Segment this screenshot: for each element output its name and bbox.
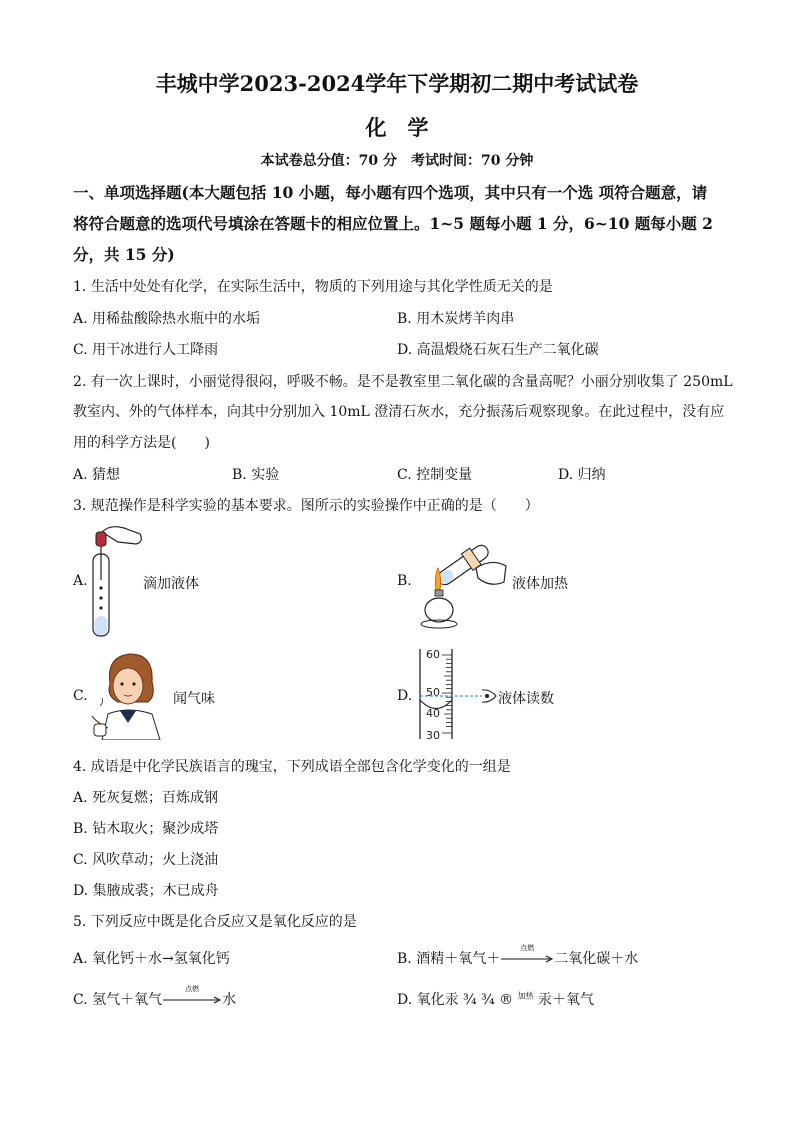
exam-title: 丰城中学2023-2024学年下学期初二期中考试试卷	[155, 71, 639, 96]
q4-stem: 4. 成语是中化学民族语言的瑰宝，下列成语全部包含化学变化的一组是	[73, 759, 511, 775]
q4-option-c: C. 风吹草动；火上浇油	[73, 852, 219, 868]
q4-option-a: A. 死灰复燃；百炼成钢	[73, 790, 219, 806]
q2-stem-line1: 2. 有一次上课时，小丽觉得很闷，呼吸不畅。是不是教室里二氧化碳的含量高呢？小丽分别收集了 250mL	[73, 374, 733, 390]
q5-option-c-reactants: C. 氢气＋氧气	[73, 992, 163, 1008]
q2-stem-line3: 用的科学方法是( )	[73, 435, 210, 451]
q2-stem-line2: 教室内、外的气体样本，向其中分别加入 10mL 澄清石灰水，充分振荡后观察现象。在此过程中，没有应	[73, 404, 725, 420]
q5-option-b-products: 二氧化碳＋水	[554, 951, 639, 967]
q3-option-a-letter: A.	[73, 573, 88, 589]
subject-title: 化 学	[365, 115, 429, 140]
reaction-arrow	[500, 944, 554, 966]
q2-option-b: B. 实验	[232, 467, 280, 483]
q5-option-a: A. 氧化钙＋水→氢氧化钙	[73, 951, 230, 967]
q5-option-d	[397, 989, 594, 1009]
section-heading-line3: 分，共 15 分)	[73, 245, 175, 264]
q5-option-d-garbled-arrow: ¾ ¾ ®	[463, 992, 518, 1008]
q1-option-d: D. 高温煅烧石灰石生产二氧化碳	[397, 342, 599, 358]
q5-option-c	[73, 985, 237, 1009]
q3-option-b-label: 液体加热	[512, 576, 568, 592]
arrow-condition: 点燃	[185, 985, 200, 993]
q5-option-d-condition: 加热	[517, 991, 534, 1001]
q3-stem: 3. 规范操作是科学实验的基本要求。图所示的实验操作中正确的是（ ）	[73, 498, 539, 514]
section-heading-line2: 将符合题意的选项代号填涂在答题卡的相应位置上。1~5 题每小题 1 分，6~10 题每小题 2	[73, 214, 713, 233]
q1-option-a: A. 用稀盐酸除热水瓶中的水垢	[73, 311, 261, 327]
q3-option-c-label: 闻气味	[173, 691, 215, 707]
q2-option-a: A. 猜想	[73, 467, 121, 483]
q5-option-d-reactants: D. 氧化汞	[397, 992, 459, 1008]
section-heading-line1: 一、单项选择题(本大题包括 10 小题，每小题有四个选项，其中只有一个选 项符合题意，请	[73, 183, 708, 202]
q2-option-c: C. 控制变量	[397, 467, 473, 483]
q3-option-d-label: 液体读数	[498, 691, 554, 707]
exam-info: 本试卷总分值：70 分 考试时间：70 分钟	[260, 153, 534, 169]
q5-option-b	[397, 944, 639, 968]
q5-option-d-products: 汞＋氧气	[538, 992, 595, 1008]
reaction-arrow	[162, 985, 222, 1007]
q4-option-b: B. 钻木取火；聚沙成塔	[73, 821, 219, 837]
q2-option-d: D. 归纳	[558, 467, 606, 483]
cylinder-tick-40: 40	[426, 707, 440, 720]
q5-option-b-reactants: B. 酒精＋氧气＋	[397, 951, 501, 967]
q3-option-d-letter: D.	[397, 688, 413, 704]
q1-stem: 1. 生活中处处有化学，在实际生活中，物质的下列用途与其化学性质无关的是	[73, 279, 553, 295]
cylinder-tick-30: 30	[426, 729, 440, 741]
q5-stem: 5. 下列反应中既是化合反应又是氧化反应的是	[73, 914, 357, 930]
q5-option-c-products: 水	[222, 992, 237, 1008]
q3-option-b-letter: B.	[397, 573, 412, 589]
arrow-condition: 点燃	[520, 944, 535, 952]
smelling-person-illustration	[90, 648, 170, 740]
q3-option-c-letter: C.	[73, 688, 88, 704]
heating-test-tube-illustration	[414, 528, 514, 632]
q1-option-c: C. 用干冰进行人工降雨	[73, 342, 219, 358]
cylinder-tick-60: 60	[426, 648, 440, 661]
cylinder-tick-50: 50	[426, 686, 440, 699]
q1-option-b: B. 用木炭烤羊肉串	[397, 311, 515, 327]
dropper-test-tube-illustration	[88, 522, 148, 640]
q3-option-a-label: 滴加液体	[143, 576, 199, 592]
q4-option-d: D. 集腋成裘；木已成舟	[73, 883, 219, 899]
